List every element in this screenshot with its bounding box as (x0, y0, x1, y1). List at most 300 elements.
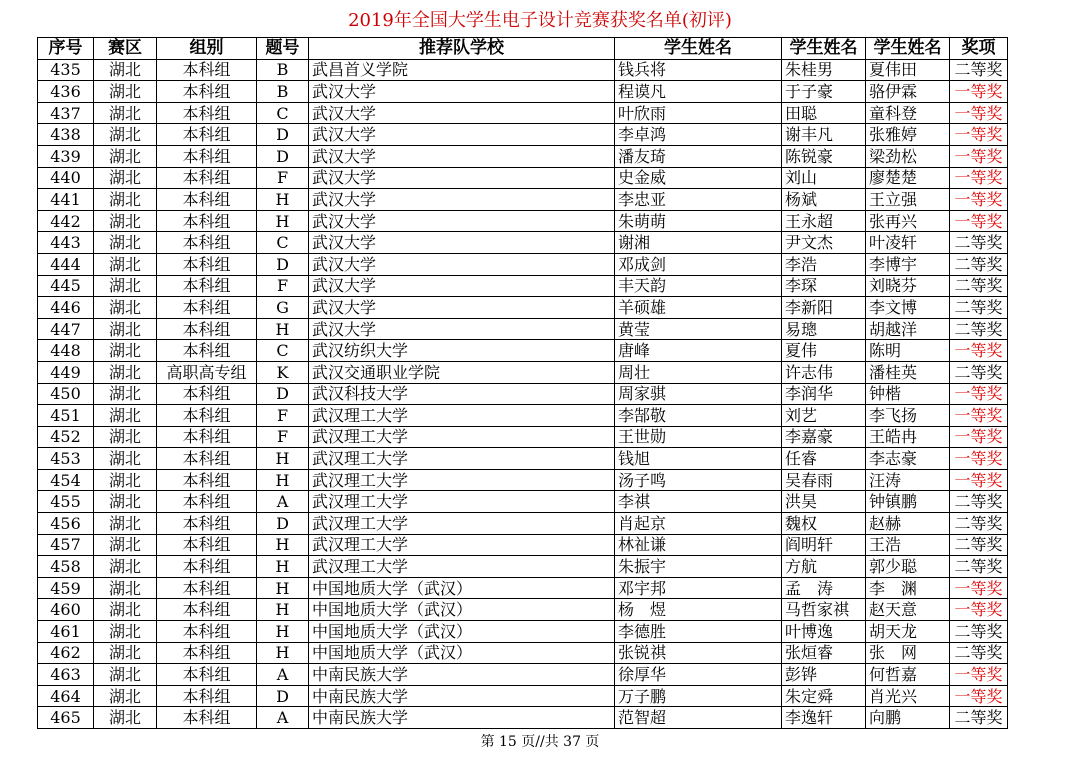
cell-student-3: 向鹏 (866, 707, 950, 729)
cell-student-3: 胡天龙 (866, 621, 950, 643)
cell-student-3: 李 渊 (866, 577, 950, 599)
cell-problem: C (257, 232, 309, 254)
cell-index: 453 (38, 448, 94, 470)
cell-school: 武汉理工大学 (309, 448, 615, 470)
cell-student-1: 李德胜 (615, 621, 782, 643)
table-row (38, 253, 1008, 275)
table-row (38, 577, 1008, 599)
cell-region: 湖北 (94, 253, 157, 275)
cell-student-2: 李琛 (782, 275, 866, 297)
cell-award: 一等奖 (950, 124, 1008, 146)
cell-award: 一等奖 (950, 210, 1008, 232)
cell-school: 中国地质大学（武汉） (309, 621, 615, 643)
cell-student-3: 夏伟田 (866, 59, 950, 81)
cell-index: 452 (38, 426, 94, 448)
cell-student-3: 何哲嘉 (866, 664, 950, 686)
cell-student-2: 李新阳 (782, 297, 866, 319)
cell-index: 446 (38, 297, 94, 319)
cell-region: 湖北 (94, 405, 157, 427)
table-row (38, 383, 1008, 405)
cell-award: 二等奖 (950, 59, 1008, 81)
cell-school: 中国地质大学（武汉） (309, 599, 615, 621)
cell-student-1: 钱兵将 (615, 59, 782, 81)
cell-region: 湖北 (94, 189, 157, 211)
cell-student-1: 丰天韵 (615, 275, 782, 297)
cell-index: 451 (38, 405, 94, 427)
cell-region: 湖北 (94, 426, 157, 448)
cell-problem: K (257, 361, 309, 383)
cell-student-2: 于子豪 (782, 81, 866, 103)
cell-school: 武汉理工大学 (309, 491, 615, 513)
table-row (38, 469, 1008, 491)
cell-group: 本科组 (157, 59, 257, 81)
cell-index: 443 (38, 232, 94, 254)
cell-award: 一等奖 (950, 448, 1008, 470)
cell-student-3: 刘晓芬 (866, 275, 950, 297)
table-row (38, 599, 1008, 621)
cell-group: 本科组 (157, 340, 257, 362)
cell-award: 二等奖 (950, 534, 1008, 556)
cell-award: 二等奖 (950, 361, 1008, 383)
cell-student-1: 朱萌萌 (615, 210, 782, 232)
cell-award: 一等奖 (950, 340, 1008, 362)
cell-student-3: 李文博 (866, 297, 950, 319)
table-row (38, 685, 1008, 707)
cell-index: 438 (38, 124, 94, 146)
cell-student-2: 许志伟 (782, 361, 866, 383)
cell-group: 本科组 (157, 556, 257, 578)
cell-student-2: 张烜睿 (782, 642, 866, 664)
cell-student-3: 李博宇 (866, 253, 950, 275)
cell-problem: F (257, 405, 309, 427)
cell-student-2: 李嘉豪 (782, 426, 866, 448)
cell-student-3: 廖楚楚 (866, 167, 950, 189)
cell-index: 440 (38, 167, 94, 189)
cell-group: 本科组 (157, 405, 257, 427)
cell-school: 武汉理工大学 (309, 405, 615, 427)
header-school: 推荐队学校 (309, 38, 615, 60)
table-row (38, 189, 1008, 211)
header-student-2: 学生姓名 (782, 38, 866, 60)
cell-school: 武汉大学 (309, 145, 615, 167)
cell-problem: D (257, 124, 309, 146)
cell-student-2: 孟 涛 (782, 577, 866, 599)
cell-student-3: 童科登 (866, 102, 950, 124)
cell-index: 456 (38, 513, 94, 535)
table-row (38, 426, 1008, 448)
cell-index: 442 (38, 210, 94, 232)
table-row (38, 534, 1008, 556)
cell-group: 本科组 (157, 491, 257, 513)
cell-problem: D (257, 145, 309, 167)
cell-school: 武汉大学 (309, 232, 615, 254)
table-row (38, 124, 1008, 146)
cell-student-3: 肖光兴 (866, 685, 950, 707)
cell-region: 湖北 (94, 124, 157, 146)
cell-region: 湖北 (94, 297, 157, 319)
cell-problem: F (257, 167, 309, 189)
cell-student-2: 吴春雨 (782, 469, 866, 491)
cell-student-1: 杨 煜 (615, 599, 782, 621)
cell-problem: H (257, 448, 309, 470)
table-row (38, 361, 1008, 383)
cell-award: 二等奖 (950, 707, 1008, 729)
cell-student-1: 李卓鸿 (615, 124, 782, 146)
cell-student-1: 黄莹 (615, 318, 782, 340)
cell-problem: G (257, 297, 309, 319)
cell-student-1: 叶欣雨 (615, 102, 782, 124)
cell-award: 一等奖 (950, 469, 1008, 491)
cell-student-3: 骆伊霖 (866, 81, 950, 103)
cell-award: 二等奖 (950, 275, 1008, 297)
cell-student-1: 唐峰 (615, 340, 782, 362)
cell-region: 湖北 (94, 642, 157, 664)
cell-student-1: 邓宇邦 (615, 577, 782, 599)
cell-award: 二等奖 (950, 556, 1008, 578)
cell-group: 本科组 (157, 685, 257, 707)
cell-student-3: 汪涛 (866, 469, 950, 491)
header-award: 奖项 (950, 38, 1008, 60)
table-row (38, 513, 1008, 535)
table-row (38, 340, 1008, 362)
cell-problem: H (257, 621, 309, 643)
cell-student-3: 王立强 (866, 189, 950, 211)
cell-index: 436 (38, 81, 94, 103)
cell-group: 本科组 (157, 318, 257, 340)
cell-index: 447 (38, 318, 94, 340)
table-row (38, 59, 1008, 81)
cell-problem: H (257, 556, 309, 578)
cell-region: 湖北 (94, 59, 157, 81)
cell-school: 武汉大学 (309, 297, 615, 319)
table-row (38, 556, 1008, 578)
cell-region: 湖北 (94, 599, 157, 621)
cell-region: 湖北 (94, 318, 157, 340)
cell-group: 本科组 (157, 102, 257, 124)
header-index: 序号 (38, 38, 94, 60)
cell-index: 441 (38, 189, 94, 211)
cell-student-2: 马哲家祺 (782, 599, 866, 621)
cell-problem: H (257, 189, 309, 211)
cell-student-2: 陈锐豪 (782, 145, 866, 167)
cell-group: 本科组 (157, 275, 257, 297)
table-row (38, 405, 1008, 427)
cell-school: 武汉大学 (309, 167, 615, 189)
cell-student-1: 范智超 (615, 707, 782, 729)
cell-region: 湖北 (94, 340, 157, 362)
cell-region: 湖北 (94, 469, 157, 491)
cell-student-3: 郭少聪 (866, 556, 950, 578)
cell-school: 武汉纺织大学 (309, 340, 615, 362)
cell-student-2: 易璁 (782, 318, 866, 340)
cell-student-3: 梁劲松 (866, 145, 950, 167)
cell-index: 444 (38, 253, 94, 275)
table-body (38, 59, 1008, 728)
cell-group: 本科组 (157, 448, 257, 470)
cell-award: 二等奖 (950, 297, 1008, 319)
cell-student-1: 谢湘 (615, 232, 782, 254)
cell-student-2: 夏伟 (782, 340, 866, 362)
cell-school: 武汉科技大学 (309, 383, 615, 405)
cell-region: 湖北 (94, 448, 157, 470)
cell-group: 本科组 (157, 124, 257, 146)
cell-index: 437 (38, 102, 94, 124)
cell-student-1: 史金威 (615, 167, 782, 189)
cell-student-1: 朱振宇 (615, 556, 782, 578)
cell-index: 457 (38, 534, 94, 556)
cell-region: 湖北 (94, 707, 157, 729)
cell-student-3: 钟楷 (866, 383, 950, 405)
cell-problem: H (257, 210, 309, 232)
cell-problem: B (257, 81, 309, 103)
cell-problem: C (257, 340, 309, 362)
cell-school: 中南民族大学 (309, 664, 615, 686)
cell-student-1: 周壮 (615, 361, 782, 383)
cell-student-3: 赵天意 (866, 599, 950, 621)
table-row (38, 318, 1008, 340)
cell-problem: D (257, 513, 309, 535)
table-header-row (38, 38, 1008, 60)
cell-student-3: 张再兴 (866, 210, 950, 232)
cell-school: 中南民族大学 (309, 707, 615, 729)
cell-student-1: 邓成剑 (615, 253, 782, 275)
cell-school: 武汉大学 (309, 189, 615, 211)
cell-group: 本科组 (157, 167, 257, 189)
table-row (38, 448, 1008, 470)
cell-award: 一等奖 (950, 383, 1008, 405)
cell-problem: H (257, 469, 309, 491)
cell-student-2: 谢丰凡 (782, 124, 866, 146)
cell-student-2: 田聪 (782, 102, 866, 124)
cell-school: 武汉大学 (309, 210, 615, 232)
cell-student-3: 张雅婷 (866, 124, 950, 146)
cell-region: 湖北 (94, 685, 157, 707)
cell-student-2: 王永超 (782, 210, 866, 232)
cell-group: 本科组 (157, 210, 257, 232)
cell-student-1: 羊硕雄 (615, 297, 782, 319)
cell-problem: D (257, 253, 309, 275)
cell-group: 本科组 (157, 513, 257, 535)
cell-school: 武汉大学 (309, 102, 615, 124)
cell-school: 武汉理工大学 (309, 426, 615, 448)
cell-group: 本科组 (157, 253, 257, 275)
cell-group: 本科组 (157, 145, 257, 167)
cell-student-2: 方航 (782, 556, 866, 578)
cell-region: 湖北 (94, 275, 157, 297)
cell-school: 武汉理工大学 (309, 513, 615, 535)
cell-group: 本科组 (157, 81, 257, 103)
cell-student-2: 任睿 (782, 448, 866, 470)
cell-student-1: 李祺 (615, 491, 782, 513)
cell-group: 本科组 (157, 297, 257, 319)
cell-problem: F (257, 275, 309, 297)
award-table (37, 37, 1008, 729)
cell-award: 二等奖 (950, 642, 1008, 664)
cell-student-1: 张锐祺 (615, 642, 782, 664)
cell-index: 454 (38, 469, 94, 491)
cell-award: 二等奖 (950, 621, 1008, 643)
cell-school: 武汉大学 (309, 124, 615, 146)
cell-student-3: 陈明 (866, 340, 950, 362)
cell-student-3: 赵赫 (866, 513, 950, 535)
cell-award: 二等奖 (950, 253, 1008, 275)
cell-school: 中国地质大学（武汉） (309, 642, 615, 664)
cell-school: 武昌首义学院 (309, 59, 615, 81)
cell-student-2: 李浩 (782, 253, 866, 275)
cell-student-1: 林祉谦 (615, 534, 782, 556)
cell-school: 中国地质大学（武汉） (309, 577, 615, 599)
cell-award: 一等奖 (950, 664, 1008, 686)
cell-region: 湖北 (94, 232, 157, 254)
cell-problem: A (257, 664, 309, 686)
table-row (38, 167, 1008, 189)
cell-award: 一等奖 (950, 405, 1008, 427)
cell-problem: B (257, 59, 309, 81)
cell-group: 本科组 (157, 577, 257, 599)
cell-group: 本科组 (157, 189, 257, 211)
cell-region: 湖北 (94, 491, 157, 513)
cell-school: 武汉大学 (309, 81, 615, 103)
cell-region: 湖北 (94, 621, 157, 643)
cell-index: 459 (38, 577, 94, 599)
cell-region: 湖北 (94, 145, 157, 167)
cell-group: 高职高专组 (157, 361, 257, 383)
cell-award: 二等奖 (950, 232, 1008, 254)
cell-group: 本科组 (157, 642, 257, 664)
cell-group: 本科组 (157, 599, 257, 621)
cell-student-2: 李润华 (782, 383, 866, 405)
cell-problem: C (257, 102, 309, 124)
cell-student-2: 朱定舜 (782, 685, 866, 707)
cell-student-1: 徐厚华 (615, 664, 782, 686)
table-row (38, 642, 1008, 664)
page-footer: 第 15 页//共 37 页 (480, 734, 600, 750)
cell-student-3: 钟镇鹏 (866, 491, 950, 513)
cell-region: 湖北 (94, 577, 157, 599)
cell-award: 一等奖 (950, 81, 1008, 103)
cell-school: 武汉大学 (309, 253, 615, 275)
cell-student-1: 李忠亚 (615, 189, 782, 211)
cell-student-2: 洪昊 (782, 491, 866, 513)
cell-award: 一等奖 (950, 577, 1008, 599)
cell-problem: H (257, 599, 309, 621)
cell-student-2: 叶博逸 (782, 621, 866, 643)
table-row (38, 297, 1008, 319)
cell-student-2: 魏权 (782, 513, 866, 535)
cell-index: 458 (38, 556, 94, 578)
table-row (38, 102, 1008, 124)
cell-student-3: 张 网 (866, 642, 950, 664)
cell-problem: F (257, 426, 309, 448)
cell-region: 湖北 (94, 81, 157, 103)
cell-student-2: 李逸轩 (782, 707, 866, 729)
header-problem: 题号 (257, 38, 309, 60)
cell-index: 460 (38, 599, 94, 621)
cell-index: 463 (38, 664, 94, 686)
cell-student-1: 汤子鸣 (615, 469, 782, 491)
cell-problem: A (257, 491, 309, 513)
cell-school: 武汉交通职业学院 (309, 361, 615, 383)
cell-problem: H (257, 318, 309, 340)
cell-index: 449 (38, 361, 94, 383)
cell-student-3: 李飞扬 (866, 405, 950, 427)
header-group: 组别 (157, 38, 257, 60)
table-row (38, 81, 1008, 103)
cell-student-1: 周家骐 (615, 383, 782, 405)
table-row (38, 707, 1008, 729)
cell-school: 中南民族大学 (309, 685, 615, 707)
cell-student-1: 肖起京 (615, 513, 782, 535)
cell-student-1: 钱旭 (615, 448, 782, 470)
table-row (38, 664, 1008, 686)
cell-problem: H (257, 577, 309, 599)
cell-award: 二等奖 (950, 513, 1008, 535)
cell-school: 武汉大学 (309, 275, 615, 297)
cell-group: 本科组 (157, 469, 257, 491)
cell-student-3: 王浩 (866, 534, 950, 556)
cell-region: 湖北 (94, 210, 157, 232)
cell-problem: H (257, 642, 309, 664)
header-region: 赛区 (94, 38, 157, 60)
table-row (38, 145, 1008, 167)
cell-school: 武汉大学 (309, 318, 615, 340)
cell-region: 湖北 (94, 513, 157, 535)
page-title: 2019年全国大学生电子设计竞赛获奖名单(初评) (348, 10, 732, 31)
cell-index: 464 (38, 685, 94, 707)
cell-group: 本科组 (157, 621, 257, 643)
cell-region: 湖北 (94, 664, 157, 686)
cell-student-3: 王皓冉 (866, 426, 950, 448)
cell-region: 湖北 (94, 383, 157, 405)
cell-region: 湖北 (94, 167, 157, 189)
table-row (38, 232, 1008, 254)
cell-school: 武汉理工大学 (309, 469, 615, 491)
cell-problem: D (257, 383, 309, 405)
cell-student-2: 尹文杰 (782, 232, 866, 254)
cell-award: 二等奖 (950, 318, 1008, 340)
cell-index: 445 (38, 275, 94, 297)
cell-student-1: 李郜敬 (615, 405, 782, 427)
cell-award: 一等奖 (950, 599, 1008, 621)
cell-award: 一等奖 (950, 189, 1008, 211)
cell-region: 湖北 (94, 534, 157, 556)
cell-student-2: 阎明轩 (782, 534, 866, 556)
cell-student-2: 彭铧 (782, 664, 866, 686)
cell-index: 435 (38, 59, 94, 81)
cell-region: 湖北 (94, 361, 157, 383)
cell-region: 湖北 (94, 556, 157, 578)
header-student-3: 学生姓名 (866, 38, 950, 60)
cell-group: 本科组 (157, 426, 257, 448)
cell-student-1: 程谟凡 (615, 81, 782, 103)
cell-group: 本科组 (157, 383, 257, 405)
cell-award: 一等奖 (950, 685, 1008, 707)
cell-index: 439 (38, 145, 94, 167)
cell-student-2: 刘艺 (782, 405, 866, 427)
cell-award: 一等奖 (950, 426, 1008, 448)
cell-index: 462 (38, 642, 94, 664)
cell-index: 461 (38, 621, 94, 643)
cell-student-2: 刘山 (782, 167, 866, 189)
cell-student-1: 王世勋 (615, 426, 782, 448)
cell-group: 本科组 (157, 232, 257, 254)
cell-award: 一等奖 (950, 145, 1008, 167)
cell-index: 465 (38, 707, 94, 729)
cell-school: 武汉理工大学 (309, 534, 615, 556)
cell-award: 二等奖 (950, 491, 1008, 513)
table-row (38, 275, 1008, 297)
cell-student-2: 朱桂男 (782, 59, 866, 81)
